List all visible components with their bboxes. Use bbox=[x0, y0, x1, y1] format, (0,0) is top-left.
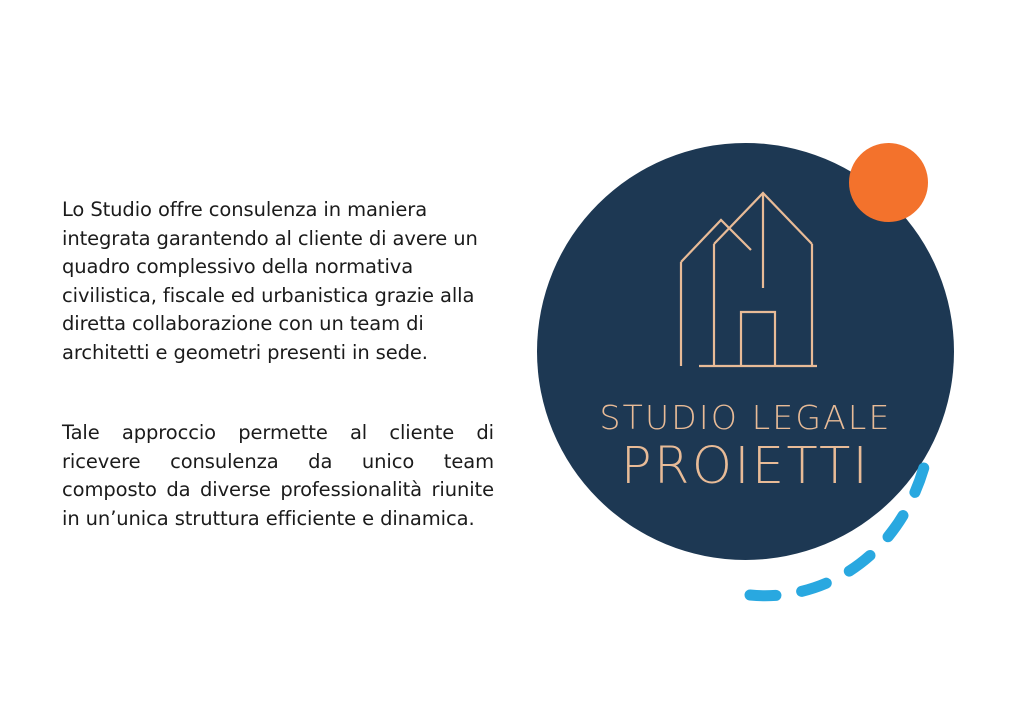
house-outline-icon bbox=[659, 170, 819, 400]
paragraph-1: Lo Studio offre consulenza in maniera integrata garantendo al cliente di avere un quadro complessivo della normativa civilistica, fiscale ed urbanistica grazie alla diretta collaborazione con un team di architetti e geometri presenti in sede. bbox=[62, 198, 478, 364]
logo-wordmark bbox=[537, 398, 954, 496]
logo-line-studio-legale: STUDIO LEGALE bbox=[599, 398, 892, 437]
logo-composition bbox=[520, 130, 990, 610]
logo-line-proietti: PROIETTI bbox=[620, 437, 871, 496]
body-text-column bbox=[62, 196, 494, 533]
orange-dot-shape bbox=[849, 143, 928, 222]
paragraph-2: Tale approccio permette al cliente di ricevere consulenza da unico team composto da diverse professionalità riunite in un’unica struttura efficiente e dinamica. bbox=[62, 421, 494, 530]
